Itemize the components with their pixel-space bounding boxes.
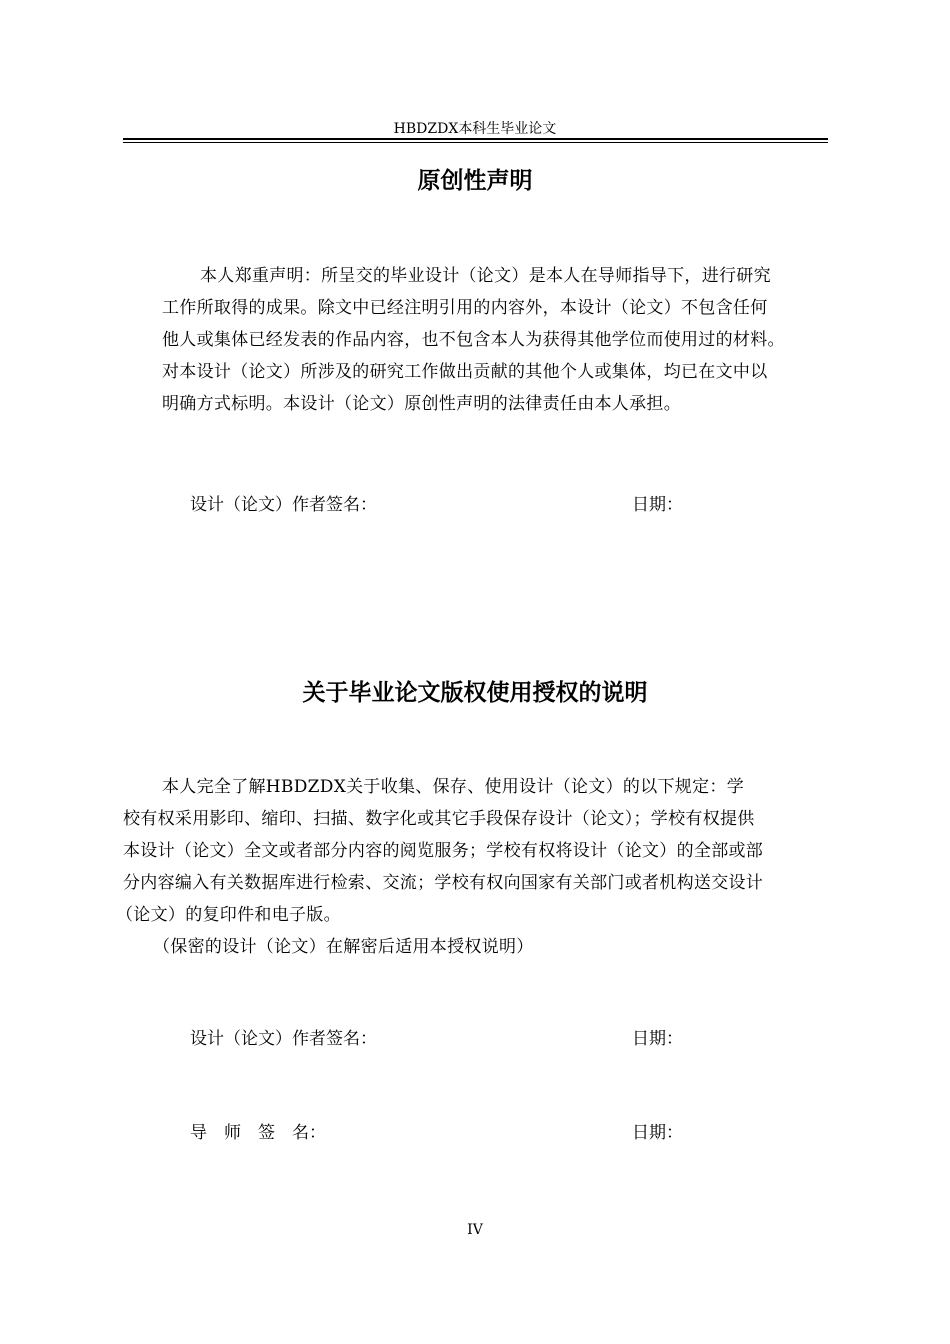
originality-line: 明确方式标明。本设计（论文）原创性声明的法律责任由本人承担。 — [162, 394, 681, 414]
copyright-line: 分内容编入有关数据库进行检索、交流；学校有权向国家有关部门或者机构送交设计 — [123, 873, 764, 893]
advisor-signature-label: 导 师 签 名： — [190, 1123, 326, 1143]
originality-line: 本人郑重声明：所呈交的毕业设计（论文）是本人在导师指导下，进行研究 — [200, 266, 771, 286]
copyright-title: 关于毕业论文版权使用授权的说明 — [302, 679, 648, 706]
originality-date-label: 日期： — [632, 495, 683, 515]
originality-author-signature-label: 设计（论文）作者签名： — [190, 495, 377, 515]
header-rule-thick — [123, 138, 828, 140]
advisor-date-label: 日期： — [632, 1123, 683, 1143]
copyright-line: （论文）的复印件和电子版。 — [116, 905, 341, 925]
originality-line: 工作所取得的成果。除文中已经注明引用的内容外，本设计（论文）不包含任何 — [162, 298, 768, 318]
page-number: IV — [467, 1222, 483, 1238]
running-header: HBDZDX本科生毕业论文 — [393, 121, 557, 137]
originality-line: 对本设计（论文）所涉及的研究工作做出贡献的其他个人或集体，均已在文中以 — [162, 362, 768, 382]
originality-line: 他人或集体已经发表的作品内容，也不包含本人为获得其他学位而使用过的材料。 — [162, 330, 785, 350]
copyright-line: 本人完全了解HBDZDX关于收集、保存、使用设计（论文）的以下规定：学 — [162, 777, 744, 797]
header-rule-thin — [123, 142, 828, 143]
copyright-line: 校有权采用影印、缩印、扫描、数字化或其它手段保存设计（论文）；学校有权提供 — [123, 809, 755, 829]
copyright-author-signature-label: 设计（论文）作者签名： — [190, 1029, 377, 1049]
copyright-author-date-label: 日期： — [632, 1029, 683, 1049]
originality-title: 原创性声明 — [417, 167, 533, 194]
confidential-note: （保密的设计（论文）在解密后适用本授权说明） — [153, 937, 534, 957]
copyright-line: 本设计（论文）全文或者部分内容的阅览服务；学校有权将设计（论文）的全部或部 — [123, 841, 764, 861]
